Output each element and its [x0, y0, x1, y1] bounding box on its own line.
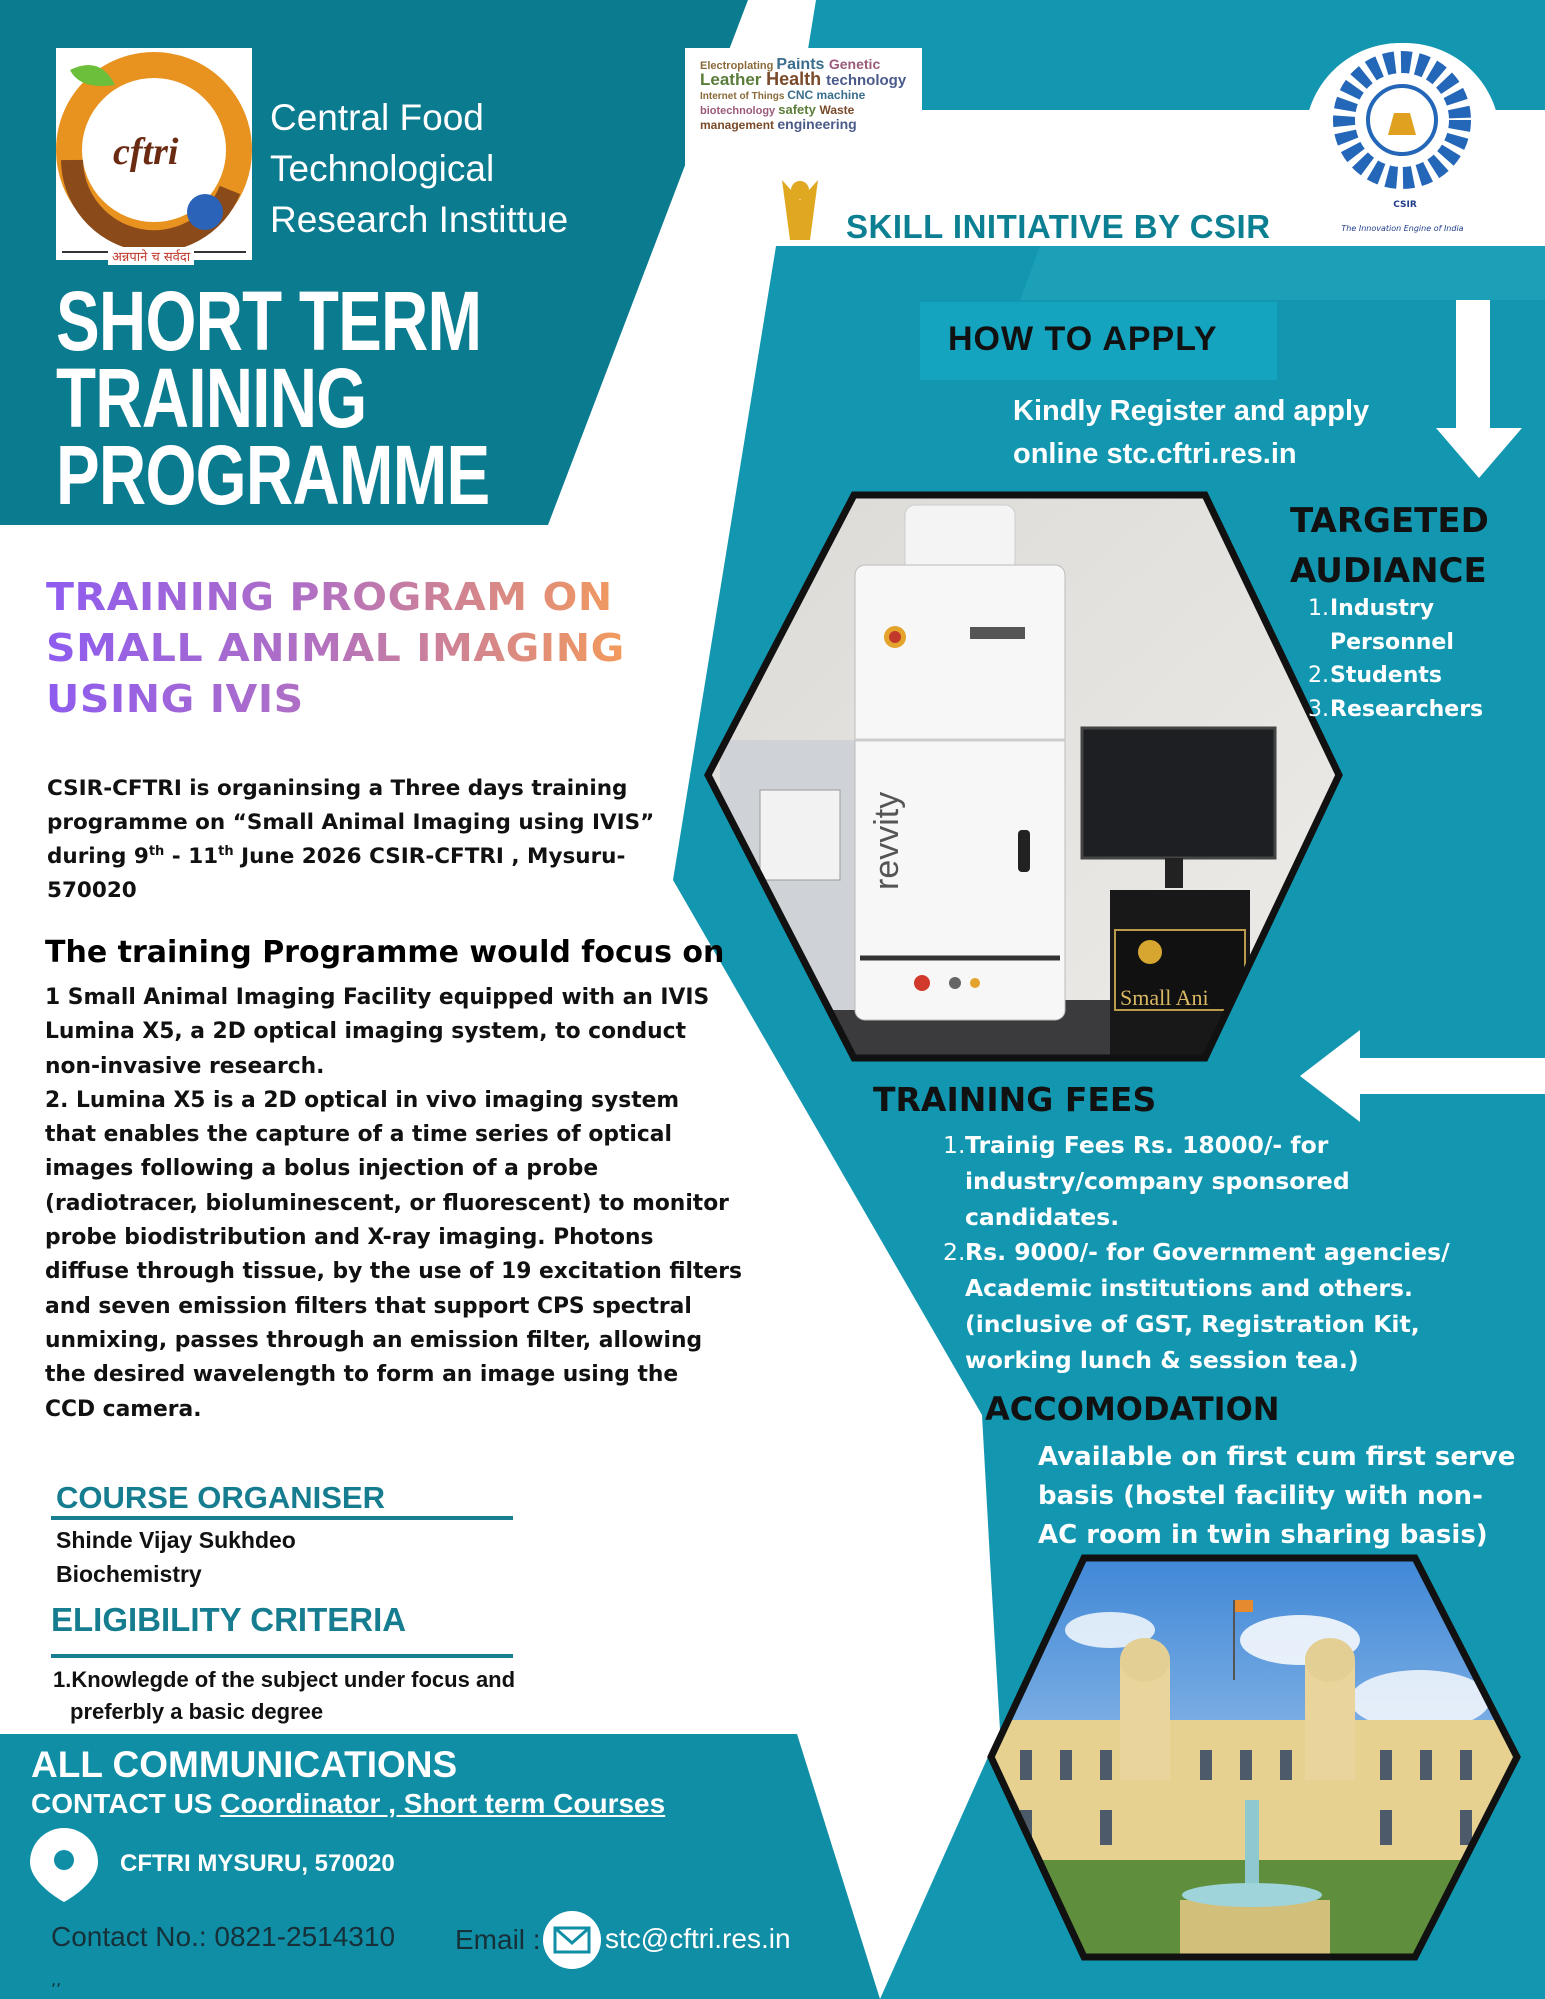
focus-line: diffuse through tissue, by the use of 19 excitation filters — [45, 1259, 742, 1285]
institute-line: Technological — [270, 148, 495, 189]
focus-line: non-invasive research. — [45, 1053, 325, 1079]
coordinator-link[interactable]: Coordinator , Short term Courses — [220, 1788, 666, 1819]
wordcloud-word: Paints — [776, 58, 829, 73]
audience-item — [1308, 592, 1483, 626]
cftri-logo-motto: अन्नपाने च सर्वदा — [108, 247, 194, 265]
wordcloud-word: safety — [778, 102, 820, 117]
title-line: PROGRAMME — [56, 428, 490, 522]
intro-paragraph — [47, 772, 687, 908]
program-heading-line: TRAINING PROGRAM ON — [46, 575, 613, 619]
skill-initiative-label: SKILL INITIATIVE BY CSIR — [846, 208, 1271, 245]
how-to-apply-box — [920, 302, 1277, 380]
focus-line: (radiotracer, bioluminescent, or fluorescent) to monitor — [45, 1190, 729, 1216]
focus-heading: The training Programme would focus on — [45, 935, 725, 970]
fee-text: (inclusive of GST, Registration Kit, — [965, 1309, 1420, 1338]
csir-tagline: The Innovation Engine of India — [1341, 224, 1464, 233]
list-number: 2. — [1308, 663, 1329, 688]
audience-item — [1308, 659, 1483, 693]
accommodation-text — [1038, 1438, 1515, 1555]
trailing-mark: ,, — [51, 1970, 62, 1989]
audience-list — [1308, 592, 1483, 726]
accommodation-heading: ACCOMODATION — [985, 1390, 1280, 1428]
contact-us-label: CONTACT US — [31, 1788, 213, 1819]
phone-number: Contact No.: 0821-2514310 — [51, 1921, 396, 1952]
photo-sign: Small Ani — [1120, 985, 1209, 1010]
address: CFTRI MYSURU, 570020 — [120, 1850, 395, 1877]
audience-item — [1308, 693, 1483, 727]
focus-line: Lumina X5, a 2D optical imaging system, to conduct — [45, 1019, 687, 1045]
wordcloud-word: Internet of Things — [700, 91, 788, 102]
email-label: Email : — [455, 1924, 541, 1955]
institute-line: Central Food — [270, 97, 484, 138]
list-number: 1. — [943, 1131, 966, 1159]
institute-name — [270, 92, 568, 245]
focus-line: unmixing, passes through an emission filter, allowing — [45, 1327, 703, 1353]
focus-body — [45, 981, 742, 1427]
wordcloud-word: Health — [766, 69, 827, 89]
eligibility-line: Knowlegde of the subject under focus and — [71, 1667, 516, 1692]
list-number: 1. — [53, 1667, 72, 1692]
fees-list — [943, 1128, 1450, 1379]
program-heading — [46, 572, 625, 725]
intro-sup: th — [148, 843, 165, 859]
wordcloud-word: biotechnology — [700, 105, 779, 117]
audience-heading-line: AUDIANCE — [1290, 551, 1487, 591]
focus-line: that enables the capture of a time series of optical — [45, 1122, 672, 1148]
audience-text: Researchers — [1330, 696, 1484, 722]
brand-text: revvity — [868, 791, 906, 890]
focus-line: images following a bolus injection of a probe — [45, 1156, 599, 1182]
eligibility-heading: ELIGIBILITY CRITERIA — [51, 1601, 407, 1638]
organiser-heading: COURSE ORGANISER — [56, 1480, 385, 1515]
audience-heading — [1290, 496, 1489, 596]
wordcloud-word: Genetic — [828, 58, 881, 72]
communications-heading: ALL COMMUNICATIONS — [31, 1744, 458, 1785]
focus-line: CCD camera. — [45, 1396, 202, 1422]
csir-label: CSIR — [1393, 200, 1417, 210]
apply-line: Kindly Register and apply — [1013, 395, 1370, 427]
apply-link[interactable]: online stc.cftri.res.in — [1013, 438, 1297, 470]
fee-text: Rs. 9000/- for Government agencies/ — [965, 1238, 1450, 1267]
organiser-divider — [51, 1516, 513, 1520]
skill-wordcloud — [700, 58, 910, 208]
fee-text: Trainig Fees Rs. 18000/- for — [965, 1131, 1329, 1159]
eligibility-line: preferbly a basic degree — [70, 1699, 324, 1724]
contact-us-line — [31, 1788, 665, 1820]
page-title — [56, 274, 490, 522]
audience-heading-line: TARGETED — [1290, 501, 1489, 541]
audience-text: Personnel — [1330, 629, 1454, 655]
accommodation-line: AC room in twin sharing basis) — [1038, 1520, 1488, 1550]
fee-text: working lunch & session tea.) — [965, 1345, 1359, 1374]
how-to-apply-text — [1013, 390, 1369, 476]
wordcloud-word: technology — [826, 72, 907, 89]
wordcloud-word: Leather — [700, 70, 767, 89]
revvity-brand — [868, 642, 907, 890]
cftri-logo-text: cftri — [113, 131, 179, 173]
organiser-dept: Biochemistry — [56, 1561, 202, 1587]
accommodation-line: basis (hostel facility with non- — [1038, 1481, 1483, 1511]
fee-text: industry/company sponsored — [965, 1166, 1350, 1195]
wordcloud-word: CNC machine — [787, 88, 866, 102]
intro-text: June 2026 CSIR-CFTRI , Mysuru-570020 — [47, 844, 626, 903]
envelope-icon — [543, 1911, 601, 1969]
title-line: SHORT TERM — [56, 274, 482, 368]
list-number: 3. — [1308, 696, 1329, 722]
intro-text: CSIR-CFTRI is organinsing a Three days training programme on “Small Animal Imaging using IVIS” during 9 — [47, 776, 655, 869]
fee-text: Academic institutions and others. — [965, 1274, 1413, 1303]
wordcloud-word: engineering — [777, 116, 857, 132]
list-number: 1. — [1308, 596, 1329, 621]
eligibility-divider — [51, 1654, 513, 1658]
audience-text: Students — [1330, 663, 1442, 688]
focus-line: probe biodistribution and X-ray imaging. Photons — [45, 1225, 654, 1251]
wordcloud-word: Waste management — [700, 103, 855, 132]
title-line: TRAINING — [56, 351, 367, 445]
focus-line: and seven emission filters that support CPS spectral — [45, 1293, 692, 1319]
how-to-apply-heading: HOW TO APPLY — [948, 320, 1218, 358]
program-heading-line: SMALL ANIMAL IMAGING — [46, 626, 625, 670]
focus-line: 2. Lumina X5 is a 2D optical in vivo imaging system — [45, 1087, 680, 1113]
eligibility-item — [53, 1664, 515, 1728]
institute-line: Research Instittue — [270, 199, 569, 240]
focus-line: 1 Small Animal Imaging Facility equipped with an IVIS — [45, 985, 710, 1010]
wordcloud-word: Electroplating — [700, 60, 777, 72]
fees-heading: TRAINING FEES — [873, 1080, 1157, 1119]
audience-text: Industry — [1330, 596, 1435, 621]
program-heading-line: USING IVIS — [46, 677, 304, 721]
focus-line: the desired wavelength to form an image using the — [45, 1362, 679, 1388]
intro-sup: th — [218, 843, 234, 859]
intro-text: - 11 — [164, 844, 219, 869]
light-band — [1020, 246, 1545, 300]
list-number: 2. — [943, 1238, 966, 1267]
email-link[interactable]: stc@cftri.res.in — [605, 1923, 791, 1954]
fee-text: candidates. — [965, 1202, 1120, 1231]
csir-logo-text — [1365, 200, 1445, 211]
accommodation-line: Available on first cum first serve — [1038, 1442, 1516, 1472]
organiser-name: Shinde Vijay Sukhdeo — [56, 1527, 296, 1553]
